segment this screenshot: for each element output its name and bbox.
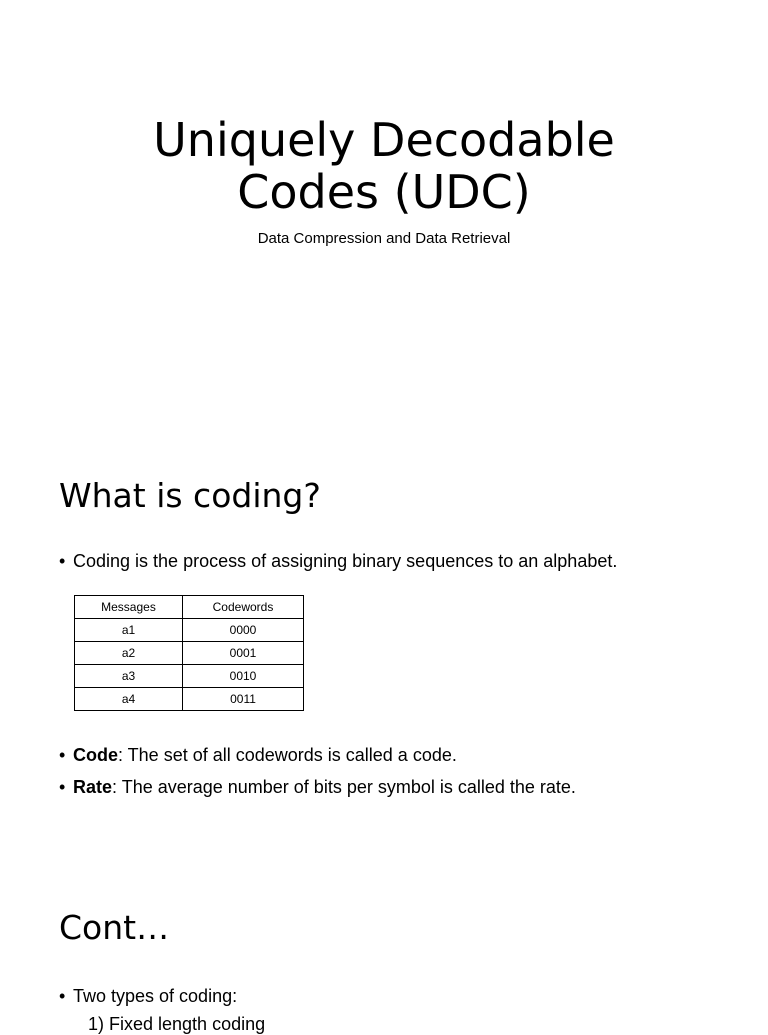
bullet-icon: • [59, 745, 66, 765]
codeword-cell: 0001 [183, 642, 304, 665]
bullet-item [59, 551, 617, 572]
table-row [75, 665, 304, 688]
message-cell: a3 [75, 665, 183, 688]
bullet-term: Code [73, 745, 118, 765]
bullet-item [59, 777, 576, 798]
codes-table [74, 595, 304, 711]
bullet-text: : The set of all codewords is called a code. [118, 745, 457, 765]
title-line-1: Uniquely Decodable [153, 113, 615, 167]
numbered-item: 1) Fixed length coding [88, 1014, 266, 1034]
bullet-text: Two types of coding: [73, 986, 238, 1006]
bullet-term: Rate [73, 777, 113, 797]
table-row [75, 642, 304, 665]
bullet-icon: • [59, 986, 66, 1006]
bullet-text: : The average number of bits per symbol is called the rate. [112, 777, 576, 797]
slide-cont [0, 864, 768, 1034]
message-cell: a2 [75, 642, 183, 665]
bullet-text: Coding is the process of assigning binary sequences to an alphabet. [73, 551, 618, 571]
slide-subtitle: Data Compression and Data Retrieval [257, 230, 511, 247]
bullet-item [59, 745, 457, 766]
codeword-cell: 0010 [183, 665, 304, 688]
column-header-codewords: Codewords [183, 596, 304, 619]
bullet-icon: • [59, 777, 66, 797]
codeword-cell: 0011 [183, 688, 304, 711]
column-header-messages: Messages [75, 596, 183, 619]
slide-title [0, 0, 768, 432]
bullet-item [59, 986, 237, 1007]
message-cell: a4 [75, 688, 183, 711]
table-row [75, 619, 304, 642]
slide-title-heading [0, 114, 768, 218]
table-row [75, 688, 304, 711]
slide-heading: Cont… [59, 908, 170, 947]
slide-heading: What is coding? [59, 476, 321, 515]
bullet-icon: • [59, 551, 66, 571]
slide-what-is-coding [0, 432, 768, 864]
table-header-row [75, 596, 304, 619]
title-line-2: Codes (UDC) [237, 165, 531, 219]
message-cell: a1 [75, 619, 183, 642]
codeword-cell: 0000 [183, 619, 304, 642]
